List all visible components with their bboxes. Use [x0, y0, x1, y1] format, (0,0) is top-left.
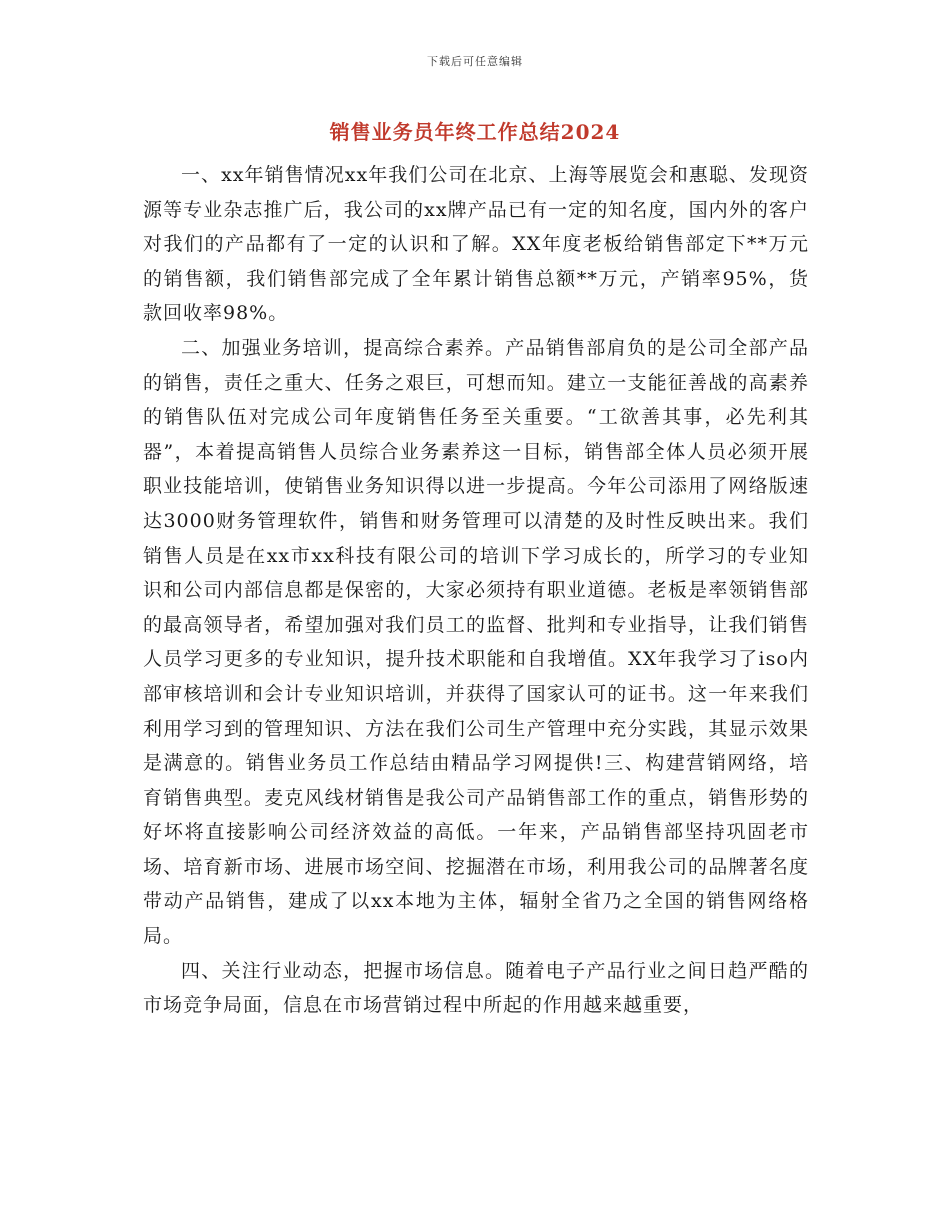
paragraph-industry-trends: 四、关注行业动态，把握市场信息。随着电子产品行业之间日趋严酷的市场竞争局面，信息在市场营销过程中所起的作用越来越重要， — [143, 959, 809, 1017]
paragraph-training: 二、加强业务培训，提高综合素养。产品销售部肩负的是公司全部产品的销售，责任之重大、任务之艰巨，可想而知。建立一支能征善战的高素养的销售队伍对完成公司年度销售任务至关重要。“工欲善其事，必先利其器”，本着提高销售人员综合业务素养这一目标，销售部全体人员必须开展职业技能培训，使销售业务知识得以进一步提高。今年公司添用了网络版速达3000财务管理软件，销售和财务管理可以清楚的及时性反映出来。我们销售人员是在xx市xx科技有限公司的培训下学习成长的，所学习的专业知识和公司内部信息都是保密的，大家必须持有职业道德。老板是率领销售部的最高领导者，希望加强对我们员工的监督、批判和专业指导，让我们销售人员学习更多的专业知识，提升技术职能和自我增值。XX年我学习了iso内部审核培训和会计专业知识培训，并获得了国家认可的证书。这一年来我们利用学习到的管理知识、方法在我们公司生产管理中充分实践，其显示效果是满意的。销售业务员工作总结由精品学习网提供!三、构建营销网络，培育销售典型。麦克风线材销售是我公司产品销售部工作的重点，销售形势的好坏将直接影响公司经济效益的高低。一年来，产品销售部坚持巩固老市场、培育新市场、进展市场空间、挖掘潜在市场，利用我公司的品牌著名度带动产品销售，建成了以xx本地为主体，辐射全省乃之全国的销售网络格局。 — [143, 336, 809, 948]
paragraph-sales-situation: 一、xx年销售情况xx年我们公司在北京、上海等展览会和惠聪、发现资源等专业杂志推广后，我公司的xx牌产品已有一定的知名度，国内外的客户对我们的产品都有了一定的认识和了解。XX年度老板给销售部定下**万元的销售额，我们销售部完成了全年累计销售总额**万元，产销率95%，货款回收率98%。 — [143, 164, 809, 325]
document-body — [143, 158, 809, 1023]
header-note: 下载后可任意编辑 — [427, 55, 523, 68]
document-title: 销售业务员年终工作总结2024 — [329, 120, 621, 144]
